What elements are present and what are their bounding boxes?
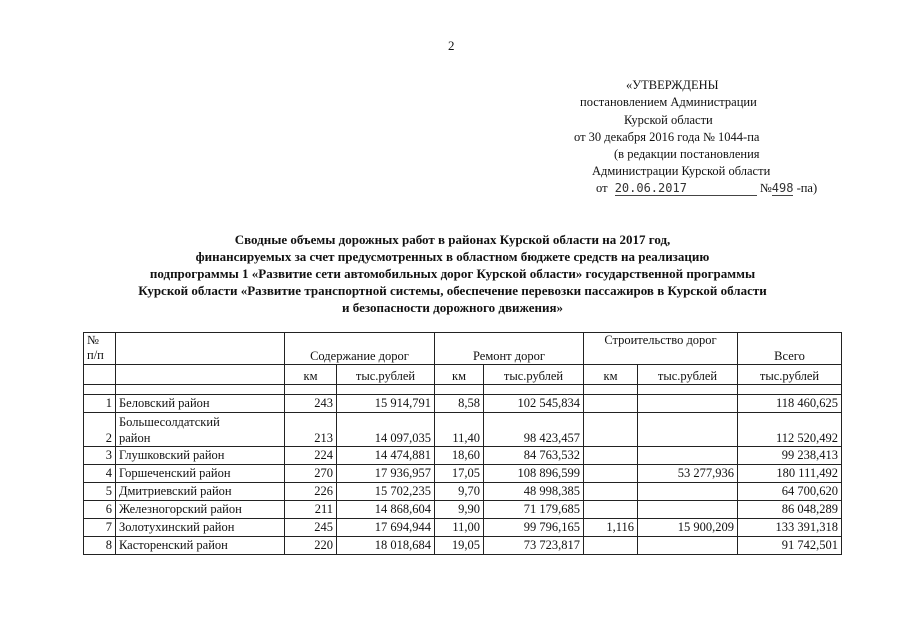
construction-km (584, 465, 638, 483)
total-rub: 99 238,413 (738, 447, 842, 465)
total-rub: 118 460,625 (738, 395, 842, 413)
repair-rub: 108 896,599 (484, 465, 584, 483)
maintenance-km: 220 (285, 537, 337, 555)
construction-rub: 15 900,209 (638, 519, 738, 537)
header-num: № п/п (84, 333, 116, 365)
maintenance-rub: 14 097,035 (337, 413, 435, 447)
subheader-repair-km: км (435, 365, 484, 385)
total-rub: 112 520,492 (738, 413, 842, 447)
construction-rub (638, 537, 738, 555)
maintenance-rub: 17 694,944 (337, 519, 435, 537)
document-title (60, 231, 845, 316)
repair-km: 11,40 (435, 413, 484, 447)
maintenance-km: 243 (285, 395, 337, 413)
subheader-construction-km: км (584, 365, 638, 385)
district-name: Большесолдатский район (116, 413, 285, 447)
repair-km: 18,60 (435, 447, 484, 465)
district-name: Беловский район (116, 395, 285, 413)
maintenance-rub: 17 936,957 (337, 465, 435, 483)
approval-date-prefix: от (596, 181, 608, 195)
construction-km (584, 447, 638, 465)
repair-km: 17,05 (435, 465, 484, 483)
repair-km: 8,58 (435, 395, 484, 413)
table-row (84, 395, 842, 413)
title-line-2: финансируемых за счет предусмотренных в областном бюджете средств на реализацию (195, 249, 710, 264)
repair-rub: 48 998,385 (484, 483, 584, 501)
repair-km: 19,05 (435, 537, 484, 555)
repair-km: 9,90 (435, 501, 484, 519)
maintenance-km: 211 (285, 501, 337, 519)
repair-rub: 99 796,165 (484, 519, 584, 537)
maintenance-km: 224 (285, 447, 337, 465)
approval-number-suffix: -па) (796, 181, 818, 195)
header-repair: Ремонт дорог (435, 333, 584, 365)
repair-rub: 73 723,817 (484, 537, 584, 555)
subheader-repair-rub: тыс.рублей (484, 365, 584, 385)
approval-line-4: от 30 декабря 2016 года № 1044-па (574, 130, 760, 144)
subheader-maintenance-km: км (285, 365, 337, 385)
approval-line-2: постановлением Администрации (580, 95, 757, 109)
construction-km (584, 537, 638, 555)
row-number: 3 (84, 447, 116, 465)
construction-rub (638, 413, 738, 447)
maintenance-km: 245 (285, 519, 337, 537)
maintenance-rub: 14 474,881 (337, 447, 435, 465)
construction-km: 1,116 (584, 519, 638, 537)
title-line-5: и безопасности дорожного движения» (342, 300, 563, 315)
table-row (84, 501, 842, 519)
district-name: Глушковский район (116, 447, 285, 465)
title-line-3: подпрограммы 1 «Развитие сети автомобильных дорог Курской области» государственной программы (149, 266, 756, 281)
subheader-construction-rub: тыс.рублей (638, 365, 738, 385)
maintenance-rub: 18 018,684 (337, 537, 435, 555)
title-line-4: Курской области «Развитие транспортной системы, обеспечение перевозки пассажиров в Курской области (138, 283, 767, 298)
title-line-1: Сводные объемы дорожных работ в районах Курской области на 2017 год, (234, 232, 671, 247)
row-number: 6 (84, 501, 116, 519)
total-rub: 133 391,318 (738, 519, 842, 537)
row-number: 4 (84, 465, 116, 483)
district-name: Дмитриевский район (116, 483, 285, 501)
table-row (84, 483, 842, 501)
maintenance-rub: 14 868,604 (337, 501, 435, 519)
subheader-total-rub: тыс.рублей (738, 365, 842, 385)
table-row (84, 465, 842, 483)
approval-number: 498 (771, 181, 794, 195)
repair-km: 11,00 (435, 519, 484, 537)
table-row (84, 519, 842, 537)
row-number: 1 (84, 395, 116, 413)
repair-rub: 84 763,532 (484, 447, 584, 465)
district-name: Горшеченский район (116, 465, 285, 483)
maintenance-km: 226 (285, 483, 337, 501)
district-name: Золотухинский район (116, 519, 285, 537)
subheader-empty-1 (84, 365, 116, 385)
subheader-maintenance-rub: тыс.рублей (337, 365, 435, 385)
approval-number-sign: № (759, 181, 772, 195)
header-maintenance: Содержание дорог (285, 333, 435, 365)
district-name: Железногорский район (116, 501, 285, 519)
row-number: 7 (84, 519, 116, 537)
row-number: 5 (84, 483, 116, 501)
approval-line-6: Администрации Курской области (592, 164, 771, 178)
row-number: 8 (84, 537, 116, 555)
construction-km (584, 395, 638, 413)
maintenance-km: 213 (285, 413, 337, 447)
district-name: Касторенский район (116, 537, 285, 555)
maintenance-km: 270 (285, 465, 337, 483)
header-district (116, 333, 285, 365)
total-rub: 86 048,289 (738, 501, 842, 519)
construction-rub (638, 501, 738, 519)
table-row (84, 537, 842, 555)
subheader-empty-2 (116, 365, 285, 385)
header-construction: Строительство дорог (584, 333, 738, 365)
header-total: Всего (738, 333, 842, 365)
maintenance-rub: 15 702,235 (337, 483, 435, 501)
table-row (84, 447, 842, 465)
road-works-table (83, 332, 842, 555)
repair-km: 9,70 (435, 483, 484, 501)
approval-line-3: Курской области (624, 113, 713, 127)
approval-line-1: «УТВЕРЖДЕНЫ (626, 78, 719, 92)
repair-rub: 98 423,457 (484, 413, 584, 447)
approval-line-7 (596, 181, 817, 196)
construction-rub (638, 395, 738, 413)
page-number: 2 (448, 38, 455, 53)
total-rub: 64 700,620 (738, 483, 842, 501)
construction-km (584, 501, 638, 519)
construction-km (584, 413, 638, 447)
construction-km (584, 483, 638, 501)
construction-rub (638, 483, 738, 501)
repair-rub: 102 545,834 (484, 395, 584, 413)
table-row (84, 413, 842, 447)
row-number: 2 (84, 413, 116, 447)
total-rub: 180 111,492 (738, 465, 842, 483)
total-rub: 91 742,501 (738, 537, 842, 555)
approval-line-5: (в редакции постановления (614, 147, 760, 161)
maintenance-rub: 15 914,791 (337, 395, 435, 413)
repair-rub: 71 179,685 (484, 501, 584, 519)
construction-rub: 53 277,936 (638, 465, 738, 483)
construction-rub (638, 447, 738, 465)
approval-date: 20.06.2017 (615, 181, 757, 196)
